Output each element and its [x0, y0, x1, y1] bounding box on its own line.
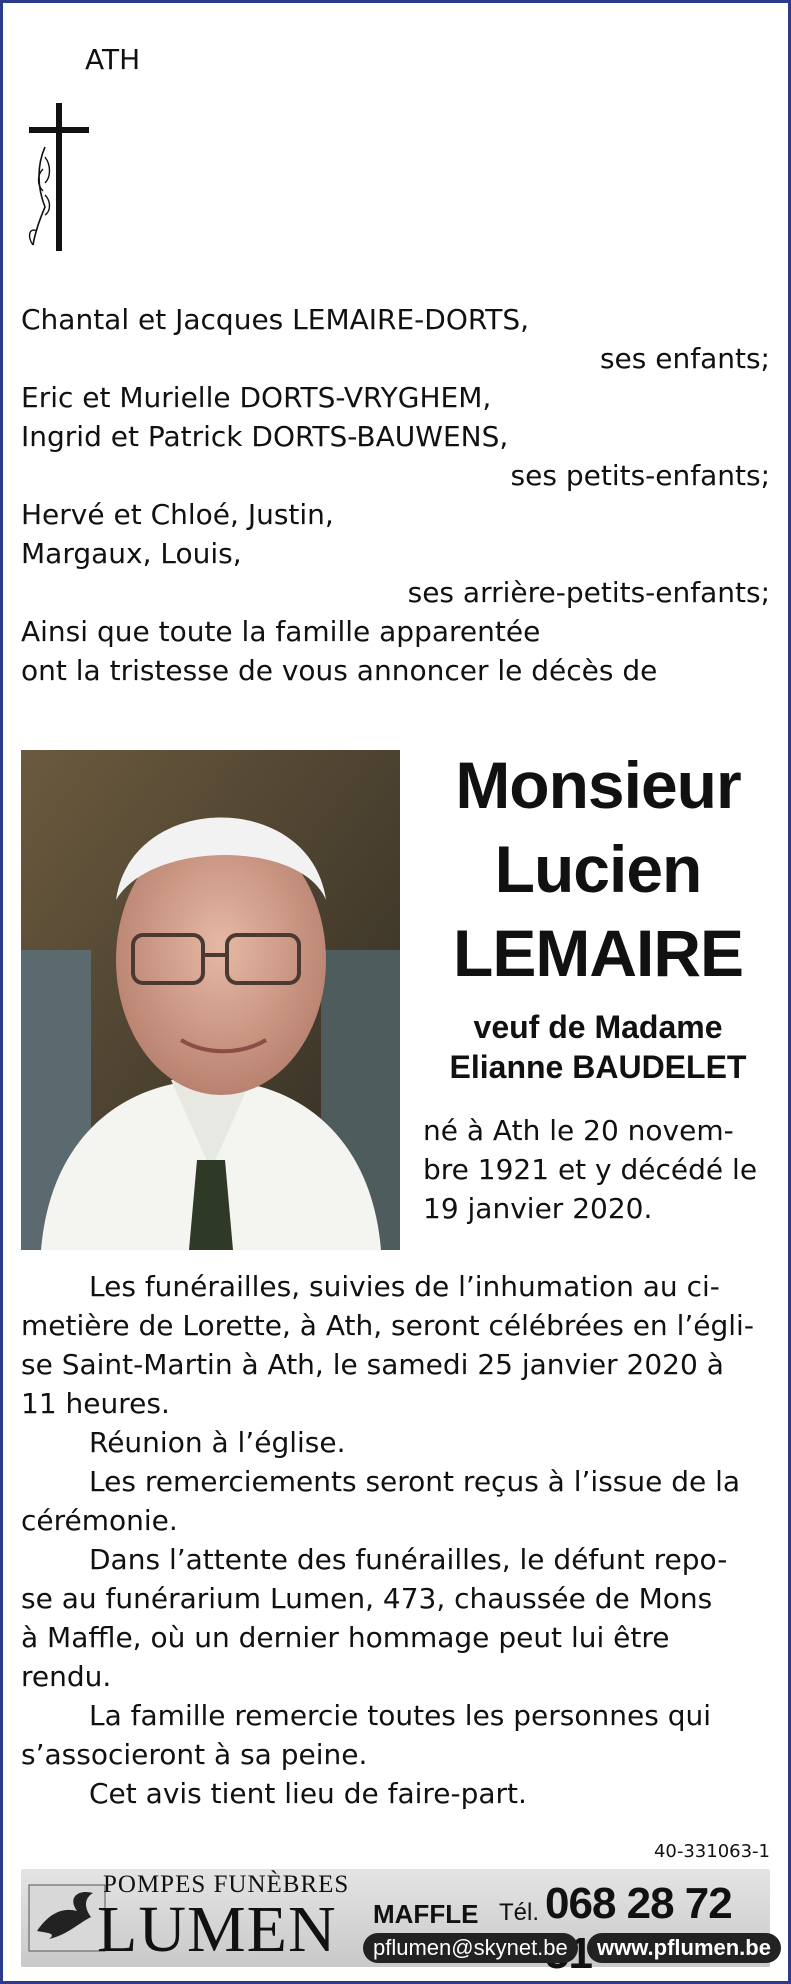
website-link[interactable]: www.pflumen.be: [587, 1933, 781, 1963]
phone-number: 068 28 72: [545, 1879, 732, 1928]
body-line: Dans l’attente des funérailles, le défunt repo-: [89, 1543, 728, 1576]
city-label: MAFFLE: [373, 1899, 479, 1929]
birth-death-info: [423, 1111, 776, 1228]
widow-line: veuf de Madame: [473, 1009, 723, 1045]
body-line: Cet avis tient lieu de faire-part.: [89, 1777, 527, 1810]
reference-number: 40-331063-1: [653, 1841, 770, 1862]
funeral-details: [21, 1267, 776, 1813]
body-line: Les funérailles, suivies de l’inhumation au ci-: [89, 1270, 720, 1303]
body-line: s’associeront à sa peine.: [21, 1738, 368, 1771]
body-line: La famille remercie toutes les personnes qui: [89, 1699, 712, 1732]
body-line: rendu.: [21, 1660, 112, 1693]
deceased-title: Monsieur: [455, 748, 741, 822]
body-line: Les remerciements seront reçus à l’issue de la: [89, 1465, 741, 1498]
body-line: 11 heures.: [21, 1387, 170, 1420]
body-line: cérémonie.: [21, 1504, 178, 1537]
birth-line: bre 1921 et y décédé le: [423, 1153, 758, 1186]
family-line: Hervé et Chloé, Justin,: [21, 498, 334, 531]
body-line: se Saint-Martin à Ath, le samedi 25 janvier 2020 à: [21, 1348, 724, 1381]
body-line: se au funérarium Lumen, 473, chaussée de Mons: [21, 1582, 713, 1615]
funeral-home-banner: [21, 1869, 770, 1967]
announcement-line: ont la tristesse de vous annoncer le décès de: [21, 654, 658, 687]
body-line: metière de Lorette, à Ath, seront célébrées en l’égli-: [21, 1309, 754, 1342]
family-role: ses arrière-petits-enfants;: [407, 576, 770, 609]
family-line: Eric et Murielle DORTS-VRYGHEM,: [21, 381, 492, 414]
portrait-photo: [21, 750, 400, 1250]
cross-icon: [23, 103, 93, 253]
deceased-name: [423, 743, 773, 995]
family-role: ses enfants;: [599, 342, 770, 375]
phone-label: Tél.: [499, 1899, 540, 1926]
family-line: Chantal et Jacques LEMAIRE-DORTS,: [21, 303, 530, 336]
body-line: Réunion à l’église.: [89, 1426, 346, 1459]
family-line: Ingrid et Patrick DORTS-BAUWENS,: [21, 420, 509, 453]
family-list: [21, 300, 770, 690]
deceased-last-name: LEMAIRE: [453, 916, 743, 990]
brand-top: POMPES FUNÈBRES: [103, 1871, 350, 1898]
widow-name: Elianne BAUDELET: [449, 1049, 747, 1085]
town-heading: ATH: [85, 43, 141, 76]
email-link[interactable]: pflumen@skynet.be: [363, 1933, 578, 1963]
family-line: Ainsi que toute la famille apparentée: [21, 615, 541, 648]
deceased-first-name: Lucien: [494, 832, 702, 906]
family-line: Margaux, Louis,: [21, 537, 242, 570]
widow-info: [423, 1007, 773, 1087]
body-line: à Maffle, où un dernier hommage peut lui être: [21, 1621, 670, 1654]
birth-line: né à Ath le 20 novem-: [423, 1114, 734, 1147]
birth-line: 19 janvier 2020.: [423, 1192, 653, 1225]
family-role: ses petits-enfants;: [510, 459, 770, 492]
brand-name: LUMEN: [97, 1893, 337, 1966]
dove-icon: [27, 1883, 107, 1953]
